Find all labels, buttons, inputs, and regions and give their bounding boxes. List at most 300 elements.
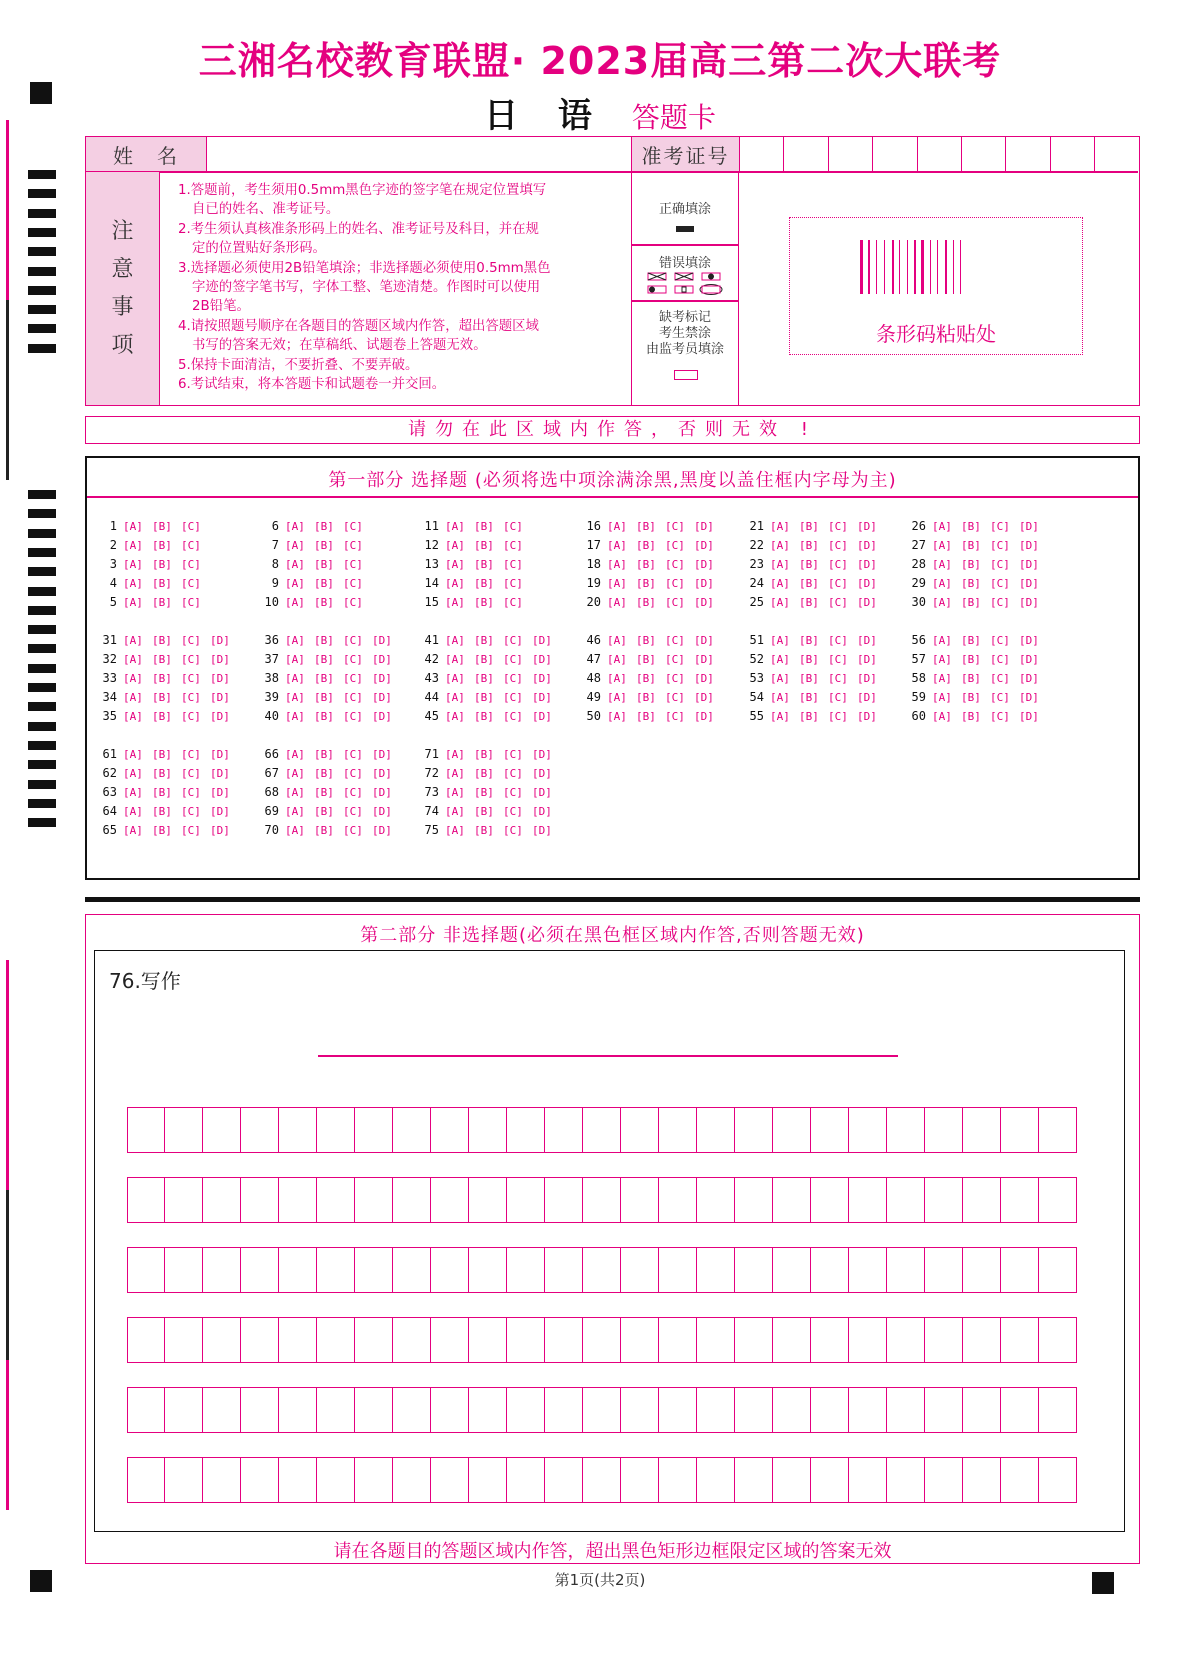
option-bubble[interactable]: [D]: [857, 558, 877, 571]
option-bubble[interactable]: [A]: [445, 653, 465, 666]
grid-cell[interactable]: [583, 1317, 621, 1363]
option-bubble[interactable]: [A]: [932, 520, 952, 533]
option-bubble[interactable]: [D]: [210, 691, 230, 704]
option-bubble[interactable]: [A]: [770, 672, 790, 685]
grid-cell[interactable]: [469, 1107, 507, 1153]
option-bubble[interactable]: [D]: [372, 767, 392, 780]
grid-cell[interactable]: [545, 1457, 583, 1503]
option-bubble[interactable]: [A]: [285, 805, 305, 818]
grid-cell[interactable]: [241, 1457, 279, 1503]
option-bubble[interactable]: [D]: [210, 786, 230, 799]
option-bubble[interactable]: [C]: [181, 767, 201, 780]
grid-cell[interactable]: [849, 1457, 887, 1503]
option-bubble[interactable]: [C]: [990, 520, 1010, 533]
grid-cell[interactable]: [165, 1177, 203, 1223]
option-bubble[interactable]: [B]: [474, 691, 494, 704]
option-bubble[interactable]: [B]: [799, 672, 819, 685]
grid-cell[interactable]: [203, 1247, 241, 1293]
grid-cell[interactable]: [697, 1317, 735, 1363]
option-bubble[interactable]: [A]: [285, 520, 305, 533]
option-bubble[interactable]: [D]: [1019, 653, 1039, 666]
grid-cell[interactable]: [887, 1457, 925, 1503]
grid-cell[interactable]: [925, 1317, 963, 1363]
grid-cell[interactable]: [203, 1317, 241, 1363]
option-bubble[interactable]: [D]: [210, 805, 230, 818]
grid-cell[interactable]: [545, 1387, 583, 1433]
option-bubble[interactable]: [C]: [343, 672, 363, 685]
option-bubble[interactable]: [D]: [694, 653, 714, 666]
option-bubble[interactable]: [C]: [343, 577, 363, 590]
option-bubble[interactable]: [C]: [990, 558, 1010, 571]
grid-cell[interactable]: [963, 1387, 1001, 1433]
option-bubble[interactable]: [C]: [990, 653, 1010, 666]
option-bubble[interactable]: [B]: [799, 558, 819, 571]
grid-cell[interactable]: [773, 1177, 811, 1223]
grid-cell[interactable]: [165, 1387, 203, 1433]
option-bubble[interactable]: [C]: [181, 596, 201, 609]
option-bubble[interactable]: [C]: [990, 577, 1010, 590]
option-bubble[interactable]: [A]: [445, 520, 465, 533]
exam-number-cell[interactable]: [828, 137, 872, 171]
exam-number-field[interactable]: [739, 137, 1139, 171]
option-bubble[interactable]: [B]: [474, 748, 494, 761]
option-bubble[interactable]: [D]: [372, 691, 392, 704]
option-bubble[interactable]: [B]: [636, 634, 656, 647]
option-bubble[interactable]: [C]: [828, 710, 848, 723]
option-bubble[interactable]: [A]: [285, 710, 305, 723]
option-bubble[interactable]: [C]: [503, 786, 523, 799]
option-bubble[interactable]: [A]: [445, 824, 465, 837]
option-bubble[interactable]: [B]: [474, 824, 494, 837]
option-bubble[interactable]: [C]: [665, 520, 685, 533]
option-bubble[interactable]: [B]: [636, 653, 656, 666]
grid-cell[interactable]: [811, 1317, 849, 1363]
option-bubble[interactable]: [A]: [285, 577, 305, 590]
grid-cell[interactable]: [241, 1107, 279, 1153]
option-bubble[interactable]: [A]: [445, 786, 465, 799]
grid-cell[interactable]: [317, 1107, 355, 1153]
option-bubble[interactable]: [C]: [665, 596, 685, 609]
option-bubble[interactable]: [B]: [474, 539, 494, 552]
option-bubble[interactable]: [C]: [343, 520, 363, 533]
exam-number-cell[interactable]: [872, 137, 916, 171]
option-bubble[interactable]: [C]: [503, 596, 523, 609]
grid-cell[interactable]: [1001, 1387, 1039, 1433]
grid-cell[interactable]: [507, 1247, 545, 1293]
grid-cell[interactable]: [317, 1387, 355, 1433]
option-bubble[interactable]: [C]: [503, 558, 523, 571]
option-bubble[interactable]: [B]: [961, 691, 981, 704]
grid-cell[interactable]: [507, 1457, 545, 1503]
option-bubble[interactable]: [A]: [285, 558, 305, 571]
grid-cell[interactable]: [925, 1457, 963, 1503]
grid-cell[interactable]: [963, 1317, 1001, 1363]
option-bubble[interactable]: [B]: [152, 748, 172, 761]
option-bubble[interactable]: [A]: [285, 596, 305, 609]
grid-cell[interactable]: [317, 1317, 355, 1363]
grid-cell[interactable]: [355, 1107, 393, 1153]
grid-cell[interactable]: [849, 1177, 887, 1223]
option-bubble[interactable]: [D]: [210, 653, 230, 666]
option-bubble[interactable]: [A]: [123, 596, 143, 609]
grid-cell[interactable]: [811, 1457, 849, 1503]
grid-cell[interactable]: [127, 1177, 165, 1223]
option-bubble[interactable]: [D]: [1019, 691, 1039, 704]
option-bubble[interactable]: [A]: [285, 824, 305, 837]
exam-number-cell[interactable]: [783, 137, 827, 171]
option-bubble[interactable]: [C]: [828, 634, 848, 647]
option-bubble[interactable]: [A]: [123, 539, 143, 552]
option-bubble[interactable]: [D]: [1019, 596, 1039, 609]
grid-cell[interactable]: [127, 1247, 165, 1293]
option-bubble[interactable]: [D]: [1019, 520, 1039, 533]
option-bubble[interactable]: [B]: [636, 596, 656, 609]
option-bubble[interactable]: [C]: [503, 748, 523, 761]
option-bubble[interactable]: [C]: [343, 748, 363, 761]
option-bubble[interactable]: [C]: [181, 558, 201, 571]
option-bubble[interactable]: [B]: [152, 824, 172, 837]
option-bubble[interactable]: [C]: [181, 653, 201, 666]
grid-cell[interactable]: [697, 1107, 735, 1153]
option-bubble[interactable]: [D]: [857, 520, 877, 533]
grid-cell[interactable]: [127, 1387, 165, 1433]
option-bubble[interactable]: [A]: [445, 577, 465, 590]
option-bubble[interactable]: [B]: [152, 634, 172, 647]
option-bubble[interactable]: [A]: [445, 596, 465, 609]
option-bubble[interactable]: [C]: [181, 634, 201, 647]
option-bubble[interactable]: [B]: [474, 672, 494, 685]
option-bubble[interactable]: [D]: [694, 558, 714, 571]
option-bubble[interactable]: [A]: [770, 539, 790, 552]
grid-cell[interactable]: [393, 1457, 431, 1503]
grid-cell[interactable]: [127, 1457, 165, 1503]
grid-cell[interactable]: [1001, 1107, 1039, 1153]
option-bubble[interactable]: [B]: [314, 672, 334, 685]
option-bubble[interactable]: [D]: [694, 577, 714, 590]
option-bubble[interactable]: [C]: [828, 653, 848, 666]
option-bubble[interactable]: [A]: [123, 672, 143, 685]
option-bubble[interactable]: [B]: [314, 767, 334, 780]
option-bubble[interactable]: [B]: [474, 634, 494, 647]
option-bubble[interactable]: [C]: [343, 634, 363, 647]
option-bubble[interactable]: [A]: [445, 691, 465, 704]
grid-cell[interactable]: [469, 1387, 507, 1433]
option-bubble[interactable]: [D]: [532, 672, 552, 685]
option-bubble[interactable]: [A]: [445, 748, 465, 761]
grid-cell[interactable]: [317, 1177, 355, 1223]
option-bubble[interactable]: [C]: [181, 691, 201, 704]
grid-cell[interactable]: [659, 1317, 697, 1363]
grid-cell[interactable]: [773, 1247, 811, 1293]
grid-cell[interactable]: [1001, 1317, 1039, 1363]
option-bubble[interactable]: [C]: [990, 634, 1010, 647]
grid-cell[interactable]: [621, 1177, 659, 1223]
grid-cell[interactable]: [1001, 1247, 1039, 1293]
option-bubble[interactable]: [B]: [474, 596, 494, 609]
option-bubble[interactable]: [B]: [961, 672, 981, 685]
option-bubble[interactable]: [B]: [961, 710, 981, 723]
option-bubble[interactable]: [C]: [343, 805, 363, 818]
option-bubble[interactable]: [C]: [343, 653, 363, 666]
option-bubble[interactable]: [D]: [210, 824, 230, 837]
grid-cell[interactable]: [887, 1247, 925, 1293]
grid-cell[interactable]: [773, 1387, 811, 1433]
option-bubble[interactable]: [B]: [314, 577, 334, 590]
grid-cell[interactable]: [393, 1387, 431, 1433]
grid-cell[interactable]: [469, 1247, 507, 1293]
option-bubble[interactable]: [D]: [694, 520, 714, 533]
grid-cell[interactable]: [735, 1387, 773, 1433]
option-bubble[interactable]: [B]: [961, 577, 981, 590]
grid-cell[interactable]: [849, 1317, 887, 1363]
option-bubble[interactable]: [A]: [445, 767, 465, 780]
writing-answer-box[interactable]: [94, 950, 1125, 1532]
grid-cell[interactable]: [279, 1317, 317, 1363]
option-bubble[interactable]: [A]: [932, 539, 952, 552]
option-bubble[interactable]: [A]: [932, 577, 952, 590]
grid-cell[interactable]: [659, 1457, 697, 1503]
grid-cell[interactable]: [241, 1177, 279, 1223]
option-bubble[interactable]: [D]: [532, 824, 552, 837]
grid-cell[interactable]: [279, 1457, 317, 1503]
option-bubble[interactable]: [B]: [636, 672, 656, 685]
option-bubble[interactable]: [D]: [532, 767, 552, 780]
option-bubble[interactable]: [A]: [445, 634, 465, 647]
grid-cell[interactable]: [355, 1247, 393, 1293]
option-bubble[interactable]: [C]: [181, 539, 201, 552]
exam-number-cell[interactable]: [961, 137, 1005, 171]
grid-cell[interactable]: [925, 1107, 963, 1153]
option-bubble[interactable]: [C]: [828, 577, 848, 590]
grid-cell[interactable]: [241, 1247, 279, 1293]
grid-cell[interactable]: [203, 1107, 241, 1153]
option-bubble[interactable]: [A]: [607, 520, 627, 533]
option-bubble[interactable]: [A]: [932, 691, 952, 704]
grid-cell[interactable]: [165, 1107, 203, 1153]
option-bubble[interactable]: [B]: [961, 539, 981, 552]
option-bubble[interactable]: [C]: [343, 558, 363, 571]
option-bubble[interactable]: [B]: [314, 596, 334, 609]
grid-cell[interactable]: [317, 1247, 355, 1293]
option-bubble[interactable]: [A]: [445, 805, 465, 818]
option-bubble[interactable]: [B]: [152, 786, 172, 799]
option-bubble[interactable]: [C]: [343, 767, 363, 780]
option-bubble[interactable]: [C]: [503, 672, 523, 685]
option-bubble[interactable]: [A]: [770, 634, 790, 647]
grid-cell[interactable]: [127, 1107, 165, 1153]
option-bubble[interactable]: [D]: [210, 672, 230, 685]
option-bubble[interactable]: [A]: [123, 710, 143, 723]
grid-cell[interactable]: [241, 1387, 279, 1433]
grid-cell[interactable]: [887, 1107, 925, 1153]
grid-cell[interactable]: [963, 1457, 1001, 1503]
grid-cell[interactable]: [583, 1387, 621, 1433]
grid-cell[interactable]: [621, 1317, 659, 1363]
option-bubble[interactable]: [B]: [961, 558, 981, 571]
grid-cell[interactable]: [659, 1177, 697, 1223]
grid-cell[interactable]: [507, 1387, 545, 1433]
exam-number-cell[interactable]: [1050, 137, 1094, 171]
grid-cell[interactable]: [621, 1107, 659, 1153]
grid-cell[interactable]: [811, 1107, 849, 1153]
option-bubble[interactable]: [C]: [343, 710, 363, 723]
option-bubble[interactable]: [C]: [343, 824, 363, 837]
grid-cell[interactable]: [1039, 1107, 1077, 1153]
grid-cell[interactable]: [355, 1387, 393, 1433]
option-bubble[interactable]: [A]: [285, 691, 305, 704]
grid-cell[interactable]: [469, 1317, 507, 1363]
option-bubble[interactable]: [A]: [932, 672, 952, 685]
grid-cell[interactable]: [165, 1247, 203, 1293]
option-bubble[interactable]: [B]: [636, 558, 656, 571]
option-bubble[interactable]: [A]: [932, 653, 952, 666]
grid-cell[interactable]: [507, 1177, 545, 1223]
grid-cell[interactable]: [659, 1387, 697, 1433]
option-bubble[interactable]: [B]: [474, 786, 494, 799]
grid-cell[interactable]: [887, 1317, 925, 1363]
grid-cell[interactable]: [1001, 1177, 1039, 1223]
option-bubble[interactable]: [B]: [799, 539, 819, 552]
grid-cell[interactable]: [735, 1107, 773, 1153]
grid-cell[interactable]: [849, 1387, 887, 1433]
option-bubble[interactable]: [D]: [372, 672, 392, 685]
option-bubble[interactable]: [B]: [314, 653, 334, 666]
option-bubble[interactable]: [D]: [857, 577, 877, 590]
option-bubble[interactable]: [B]: [474, 520, 494, 533]
grid-cell[interactable]: [1039, 1387, 1077, 1433]
option-bubble[interactable]: [A]: [123, 805, 143, 818]
option-bubble[interactable]: [C]: [828, 520, 848, 533]
grid-cell[interactable]: [925, 1177, 963, 1223]
option-bubble[interactable]: [C]: [665, 539, 685, 552]
option-bubble[interactable]: [D]: [694, 672, 714, 685]
option-bubble[interactable]: [B]: [314, 634, 334, 647]
option-bubble[interactable]: [D]: [532, 691, 552, 704]
grid-cell[interactable]: [431, 1317, 469, 1363]
option-bubble[interactable]: [D]: [857, 539, 877, 552]
option-bubble[interactable]: [C]: [343, 596, 363, 609]
grid-cell[interactable]: [1039, 1247, 1077, 1293]
grid-cell[interactable]: [393, 1177, 431, 1223]
option-bubble[interactable]: [D]: [1019, 672, 1039, 685]
grid-cell[interactable]: [963, 1177, 1001, 1223]
option-bubble[interactable]: [A]: [932, 596, 952, 609]
option-bubble[interactable]: [C]: [665, 577, 685, 590]
option-bubble[interactable]: [C]: [503, 710, 523, 723]
option-bubble[interactable]: [C]: [828, 691, 848, 704]
option-bubble[interactable]: [A]: [285, 748, 305, 761]
option-bubble[interactable]: [C]: [990, 691, 1010, 704]
option-bubble[interactable]: [A]: [123, 634, 143, 647]
option-bubble[interactable]: [B]: [636, 520, 656, 533]
option-bubble[interactable]: [D]: [532, 634, 552, 647]
option-bubble[interactable]: [B]: [314, 786, 334, 799]
option-bubble[interactable]: [B]: [152, 710, 172, 723]
grid-cell[interactable]: [393, 1107, 431, 1153]
exam-number-cell[interactable]: [1005, 137, 1049, 171]
option-bubble[interactable]: [C]: [990, 596, 1010, 609]
option-bubble[interactable]: [B]: [314, 748, 334, 761]
option-bubble[interactable]: [A]: [607, 653, 627, 666]
option-bubble[interactable]: [C]: [181, 786, 201, 799]
option-bubble[interactable]: [C]: [665, 672, 685, 685]
option-bubble[interactable]: [A]: [607, 558, 627, 571]
option-bubble[interactable]: [A]: [445, 539, 465, 552]
option-bubble[interactable]: [C]: [181, 577, 201, 590]
option-bubble[interactable]: [D]: [694, 539, 714, 552]
option-bubble[interactable]: [A]: [607, 691, 627, 704]
grid-cell[interactable]: [925, 1387, 963, 1433]
option-bubble[interactable]: [D]: [372, 824, 392, 837]
option-bubble[interactable]: [C]: [503, 691, 523, 704]
option-bubble[interactable]: [D]: [210, 634, 230, 647]
option-bubble[interactable]: [A]: [607, 539, 627, 552]
option-bubble[interactable]: [C]: [665, 691, 685, 704]
option-bubble[interactable]: [B]: [152, 558, 172, 571]
option-bubble[interactable]: [A]: [607, 634, 627, 647]
option-bubble[interactable]: [B]: [152, 653, 172, 666]
option-bubble[interactable]: [D]: [694, 691, 714, 704]
option-bubble[interactable]: [D]: [1019, 634, 1039, 647]
option-bubble[interactable]: [C]: [990, 672, 1010, 685]
option-bubble[interactable]: [B]: [314, 710, 334, 723]
option-bubble[interactable]: [B]: [636, 691, 656, 704]
option-bubble[interactable]: [C]: [665, 558, 685, 571]
option-bubble[interactable]: [B]: [152, 520, 172, 533]
option-bubble[interactable]: [B]: [152, 767, 172, 780]
option-bubble[interactable]: [D]: [372, 653, 392, 666]
grid-cell[interactable]: [1039, 1317, 1077, 1363]
grid-cell[interactable]: [735, 1317, 773, 1363]
option-bubble[interactable]: [A]: [770, 710, 790, 723]
grid-cell[interactable]: [507, 1317, 545, 1363]
grid-cell[interactable]: [1039, 1457, 1077, 1503]
grid-cell[interactable]: [241, 1317, 279, 1363]
grid-cell[interactable]: [925, 1247, 963, 1293]
option-bubble[interactable]: [B]: [474, 558, 494, 571]
option-bubble[interactable]: [B]: [314, 558, 334, 571]
grid-cell[interactable]: [621, 1247, 659, 1293]
option-bubble[interactable]: [D]: [532, 653, 552, 666]
option-bubble[interactable]: [B]: [799, 710, 819, 723]
option-bubble[interactable]: [A]: [285, 767, 305, 780]
option-bubble[interactable]: [D]: [857, 672, 877, 685]
option-bubble[interactable]: [C]: [343, 786, 363, 799]
option-bubble[interactable]: [C]: [181, 805, 201, 818]
grid-cell[interactable]: [469, 1457, 507, 1503]
option-bubble[interactable]: [D]: [857, 634, 877, 647]
grid-cell[interactable]: [355, 1177, 393, 1223]
option-bubble[interactable]: [A]: [123, 786, 143, 799]
option-bubble[interactable]: [B]: [799, 691, 819, 704]
option-bubble[interactable]: [A]: [123, 520, 143, 533]
option-bubble[interactable]: [A]: [932, 710, 952, 723]
option-bubble[interactable]: [A]: [770, 653, 790, 666]
option-bubble[interactable]: [B]: [474, 767, 494, 780]
grid-cell[interactable]: [735, 1177, 773, 1223]
grid-cell[interactable]: [697, 1177, 735, 1223]
grid-cell[interactable]: [811, 1387, 849, 1433]
grid-cell[interactable]: [583, 1247, 621, 1293]
option-bubble[interactable]: [C]: [828, 672, 848, 685]
option-bubble[interactable]: [A]: [770, 520, 790, 533]
option-bubble[interactable]: [A]: [445, 672, 465, 685]
option-bubble[interactable]: [C]: [990, 710, 1010, 723]
grid-cell[interactable]: [735, 1247, 773, 1293]
exam-number-cell[interactable]: [739, 137, 783, 171]
option-bubble[interactable]: [B]: [961, 596, 981, 609]
option-bubble[interactable]: [A]: [123, 748, 143, 761]
